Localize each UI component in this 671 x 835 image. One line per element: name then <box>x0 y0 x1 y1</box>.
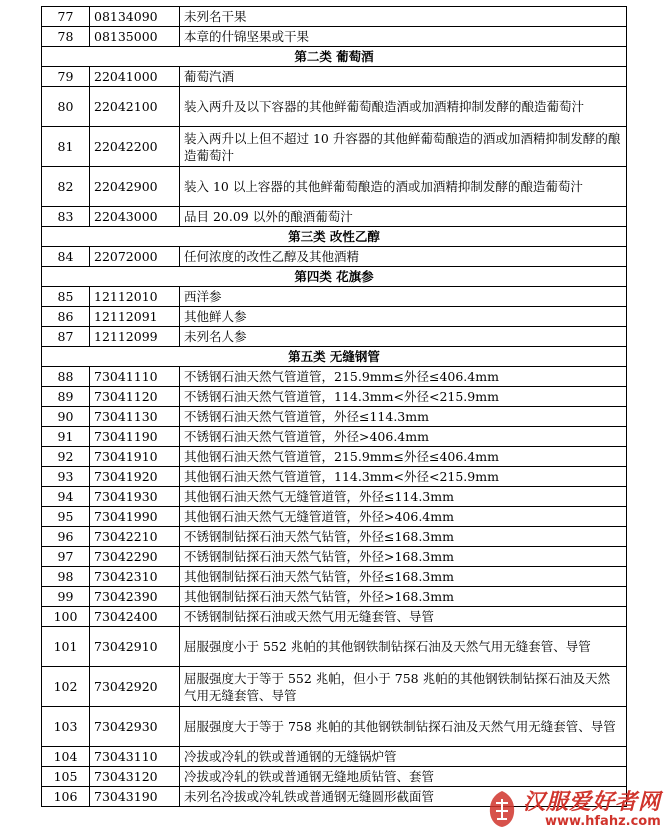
tariff-code: 12112091 <box>90 307 180 327</box>
tariff-code: 73041130 <box>90 407 180 427</box>
row-number: 98 <box>42 567 90 587</box>
item-description: 本章的什锦坚果或干果 <box>180 27 627 47</box>
table-row <box>42 607 627 627</box>
row-number: 104 <box>42 747 90 767</box>
tariff-code: 73042210 <box>90 527 180 547</box>
tariff-code: 73043190 <box>90 787 180 807</box>
tariff-code: 73041990 <box>90 507 180 527</box>
seal-logo-icon <box>485 789 519 829</box>
tariff-code: 73042290 <box>90 547 180 567</box>
row-number: 99 <box>42 587 90 607</box>
row-number: 103 <box>42 707 90 747</box>
item-description: 品目 20.09 以外的酿酒葡萄汁 <box>180 207 627 227</box>
tariff-table-body <box>42 7 627 807</box>
tariff-code: 73041920 <box>90 467 180 487</box>
tariff-code: 22043000 <box>90 207 180 227</box>
item-description: 屈服强度小于 552 兆帕的其他钢铁制钻探石油及天然气用无缝套管、导管 <box>180 627 627 667</box>
row-number: 79 <box>42 67 90 87</box>
row-number: 89 <box>42 387 90 407</box>
row-number: 85 <box>42 287 90 307</box>
table-row <box>42 367 627 387</box>
table-row <box>42 547 627 567</box>
category-heading: 第五类 无缝钢管 <box>42 347 627 367</box>
row-number: 93 <box>42 467 90 487</box>
table-row <box>42 287 627 307</box>
item-description: 葡萄汽酒 <box>180 67 627 87</box>
item-description: 西洋参 <box>180 287 627 307</box>
table-row <box>42 407 627 427</box>
table-row <box>42 67 627 87</box>
category-heading: 第三类 改性乙醇 <box>42 227 627 247</box>
row-number: 106 <box>42 787 90 807</box>
table-row <box>42 207 627 227</box>
tariff-code: 22042200 <box>90 127 180 167</box>
category-row <box>42 267 627 287</box>
row-number: 91 <box>42 427 90 447</box>
row-number: 80 <box>42 87 90 127</box>
tariff-code: 73041110 <box>90 367 180 387</box>
item-description: 屈服强度大于等于 758 兆帕的其他钢铁制钻探石油及天然气用无缝套管、导管 <box>180 707 627 747</box>
tariff-code: 08134090 <box>90 7 180 27</box>
category-row <box>42 227 627 247</box>
row-number: 87 <box>42 327 90 347</box>
table-row <box>42 387 627 407</box>
item-description: 不锈钢石油天然气管道管，外径>406.4mm <box>180 427 627 447</box>
item-description: 不锈钢石油天然气管道管，114.3mm<外径<215.9mm <box>180 387 627 407</box>
table-row <box>42 567 627 587</box>
item-description: 冷拔或冷轧的铁或普通钢无缝地质钻管、套管 <box>180 767 627 787</box>
item-description: 其他钢石油天然气无缝管道管，外径>406.4mm <box>180 507 627 527</box>
table-row <box>42 507 627 527</box>
tariff-code: 73041910 <box>90 447 180 467</box>
item-description: 不锈钢石油天然气管道管，215.9mm≤外径≤406.4mm <box>180 367 627 387</box>
table-row <box>42 167 627 207</box>
table-row <box>42 127 627 167</box>
item-description: 不锈钢制钻探石油天然气钻管，外径≤168.3mm <box>180 527 627 547</box>
row-number: 101 <box>42 627 90 667</box>
item-description: 其他钢制钻探石油天然气钻管，外径>168.3mm <box>180 587 627 607</box>
row-number: 100 <box>42 607 90 627</box>
table-row <box>42 667 627 707</box>
tariff-code: 73041190 <box>90 427 180 447</box>
table-row <box>42 527 627 547</box>
tariff-code: 73043120 <box>90 767 180 787</box>
item-description: 其他钢石油天然气管道管，215.9mm≤外径≤406.4mm <box>180 447 627 467</box>
tariff-table <box>41 6 627 807</box>
item-description: 其他钢石油天然气无缝管道管，外径≤114.3mm <box>180 487 627 507</box>
row-number: 83 <box>42 207 90 227</box>
tariff-code: 73041930 <box>90 487 180 507</box>
row-number: 88 <box>42 367 90 387</box>
tariff-code: 73042310 <box>90 567 180 587</box>
row-number: 102 <box>42 667 90 707</box>
table-row <box>42 447 627 467</box>
category-heading: 第四类 花旗参 <box>42 267 627 287</box>
table-row <box>42 487 627 507</box>
row-number: 97 <box>42 547 90 567</box>
tariff-code: 73042930 <box>90 707 180 747</box>
table-row <box>42 27 627 47</box>
row-number: 82 <box>42 167 90 207</box>
item-description: 其他钢石油天然气管道管，114.3mm<外径<215.9mm <box>180 467 627 487</box>
watermark-text: 汉服爱好者网 <box>523 790 662 815</box>
row-number: 96 <box>42 527 90 547</box>
row-number: 92 <box>42 447 90 467</box>
table-row <box>42 767 627 787</box>
item-description: 任何浓度的改性乙醇及其他酒精 <box>180 247 627 267</box>
tariff-code: 22042900 <box>90 167 180 207</box>
table-row <box>42 307 627 327</box>
table-row <box>42 247 627 267</box>
item-description: 不锈钢石油天然气管道管，外径≤114.3mm <box>180 407 627 427</box>
tariff-code: 22042100 <box>90 87 180 127</box>
item-description: 未列名人参 <box>180 327 627 347</box>
item-description: 不锈钢制钻探石油或天然气用无缝套管、导管 <box>180 607 627 627</box>
table-row <box>42 627 627 667</box>
row-number: 84 <box>42 247 90 267</box>
table-row <box>42 427 627 447</box>
row-number: 90 <box>42 407 90 427</box>
item-description: 装入两升及以下容器的其他鲜葡萄酿造酒或加酒精抑制发酵的酿造葡萄汁 <box>180 87 627 127</box>
tariff-code: 73042920 <box>90 667 180 707</box>
item-description: 未列名冷拔或冷轧铁或普通钢无缝圆形截面管 <box>180 787 627 807</box>
category-row <box>42 347 627 367</box>
row-number: 81 <box>42 127 90 167</box>
item-description: 装入 10 以上容器的其他鲜葡萄酿造的酒或加酒精抑制发酵的酿造葡萄汁 <box>180 167 627 207</box>
item-description: 屈服强度大于等于 552 兆帕，但小于 758 兆帕的其他钢铁制钻探石油及天然气用无缝套管、导管 <box>180 667 627 707</box>
tariff-code: 73042400 <box>90 607 180 627</box>
table-row <box>42 707 627 747</box>
tariff-code: 73043110 <box>90 747 180 767</box>
item-description: 未列名干果 <box>180 7 627 27</box>
table-row <box>42 327 627 347</box>
row-number: 78 <box>42 27 90 47</box>
tariff-code: 12112099 <box>90 327 180 347</box>
table-row <box>42 7 627 27</box>
item-description: 不锈钢制钻探石油天然气钻管，外径>168.3mm <box>180 547 627 567</box>
tariff-code: 22072000 <box>90 247 180 267</box>
table-row <box>42 87 627 127</box>
category-row <box>42 47 627 67</box>
tariff-code: 73042390 <box>90 587 180 607</box>
item-description: 其他鲜人参 <box>180 307 627 327</box>
tariff-code: 22041000 <box>90 67 180 87</box>
tariff-code: 12112010 <box>90 287 180 307</box>
table-row <box>42 747 627 767</box>
row-number: 86 <box>42 307 90 327</box>
watermark <box>485 785 665 833</box>
row-number: 94 <box>42 487 90 507</box>
table-row <box>42 467 627 487</box>
tariff-code: 73041120 <box>90 387 180 407</box>
item-description: 装入两升以上但不超过 10 升容器的其他鲜葡萄酿造的酒或加酒精抑制发酵的酿造葡萄汁 <box>180 127 627 167</box>
watermark-url: www.hfahz.com <box>545 814 661 829</box>
row-number: 95 <box>42 507 90 527</box>
tariff-code: 08135000 <box>90 27 180 47</box>
table-row <box>42 587 627 607</box>
item-description: 其他钢制钻探石油天然气钻管，外径≤168.3mm <box>180 567 627 587</box>
row-number: 77 <box>42 7 90 27</box>
row-number: 105 <box>42 767 90 787</box>
item-description: 冷拔或冷轧的铁或普通钢的无缝锅炉管 <box>180 747 627 767</box>
tariff-code: 73042910 <box>90 627 180 667</box>
category-heading: 第二类 葡萄酒 <box>42 47 627 67</box>
